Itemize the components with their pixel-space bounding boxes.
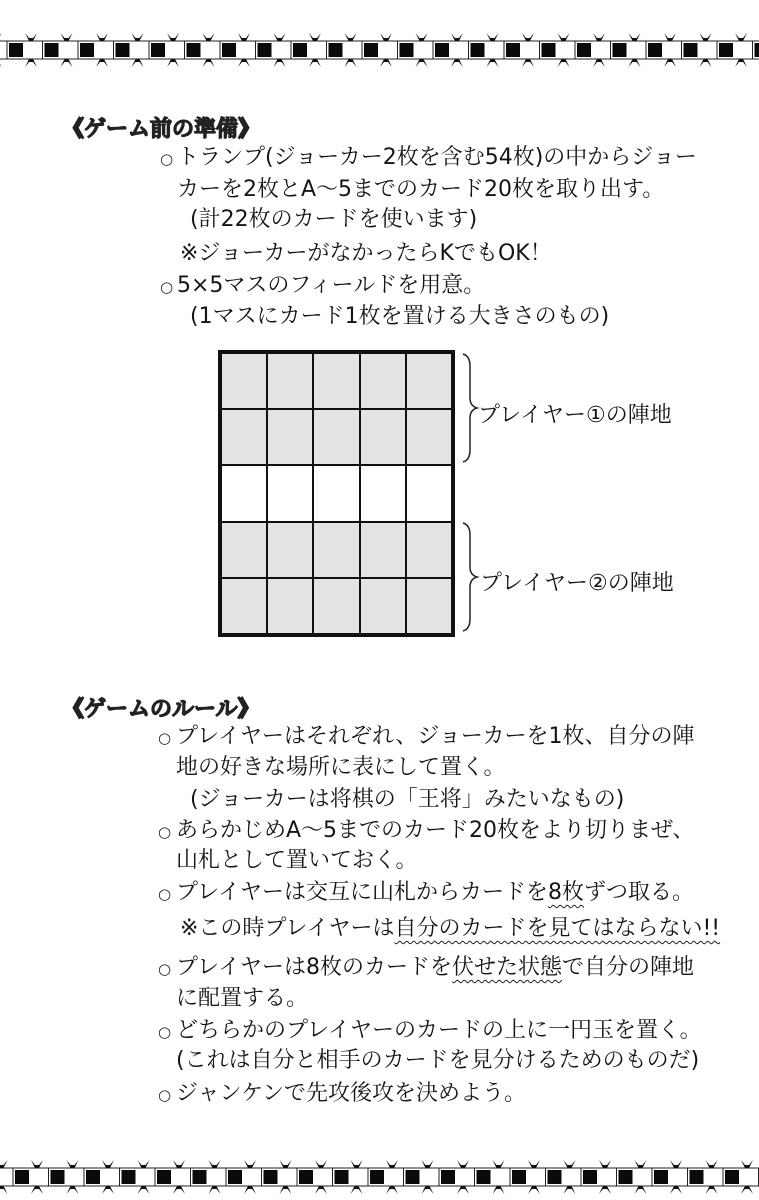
field-cell-p1: [314, 410, 358, 464]
rules-line-11: (これは自分と相手のカードを見分けるためのものだ): [176, 1048, 700, 1073]
field-cell-neutral: [314, 466, 358, 520]
field-cell-p1: [222, 410, 266, 464]
rules-line-7: [180, 918, 720, 940]
rules-line-2: 地の好きな場所に表にして置く。: [176, 755, 506, 780]
emphasis-eight-cards: 8枚: [548, 880, 585, 905]
rules-line-8-pre: プレイヤーは8枚のカードを: [176, 955, 453, 980]
bullet-icon: ○: [158, 823, 172, 841]
field-cell-p2: [314, 579, 358, 633]
emphasis-do-not-look: 自分のカードを見てはならない!!: [394, 916, 721, 941]
rules-line-1: プレイヤーはそれぞれ、ジョーカーを1枚、自分の陣: [176, 724, 695, 749]
field-cell-neutral: [407, 466, 451, 520]
top-decorative-border: [0, 33, 759, 67]
field-cell-p2: [407, 523, 451, 577]
player2-zone-label: プレイヤー②の陣地: [480, 571, 674, 596]
bottom-decorative-border: [0, 1160, 759, 1194]
rules-line-3: (ジョーカーは将棋の「王将」みたいなもの): [190, 787, 625, 812]
rules-line-5: 山札として置いておく。: [176, 848, 418, 873]
prep-line-6: (1マスにカード1枚を置ける大きさのもの): [190, 304, 610, 329]
bullet-icon: ○: [158, 885, 172, 903]
field-cell-p2: [222, 523, 266, 577]
rules-section-heading: 《ゲームのルール》: [62, 697, 260, 722]
field-cell-p2: [314, 523, 358, 577]
rules-line-8-post: で自分の陣地: [562, 955, 695, 980]
field-cell-p1: [361, 354, 405, 408]
rules-line-10: どちらかのプレイヤーのカードの上に一円玉を置く。: [176, 1018, 702, 1043]
brace-icon: [460, 352, 480, 464]
field-cell-p2: [222, 579, 266, 633]
brace-icon: [460, 521, 480, 633]
field-cell-p2: [407, 579, 451, 633]
rules-line-7-pre: ※この時プレイヤーは: [180, 916, 395, 941]
prep-section-heading: 《ゲーム前の準備》: [62, 117, 261, 142]
rules-line-6: [176, 882, 694, 904]
field-cell-neutral: [361, 466, 405, 520]
prep-line-1: トランプ(ジョーカー2枚を含む54枚)の中からジョー: [177, 145, 697, 170]
rules-line-6-post: ずつ取る。: [584, 880, 695, 905]
field-cell-p2: [268, 523, 312, 577]
field-cell-p2: [361, 579, 405, 633]
bullet-icon: ○: [160, 150, 174, 168]
field-cell-p1: [222, 354, 266, 408]
prep-line-2: カーを2枚とA～5までのカード20枚を取り出す。: [177, 177, 665, 202]
field-cell-p2: [361, 523, 405, 577]
field-cell-p1: [361, 410, 405, 464]
prep-line-5: 5×5マスのフィールドを用意。: [177, 273, 486, 298]
field-cell-neutral: [268, 466, 312, 520]
emphasis-face-down: 伏せた状態: [452, 955, 563, 980]
rules-line-9: に配置する。: [176, 986, 309, 1011]
border-pattern-icon: [0, 33, 759, 67]
prep-line-4: ※ジョーカーがなかったらKでもOK！: [180, 241, 552, 266]
rules-line-8: [176, 957, 694, 979]
rules-line-12: ジャンケンで先攻後攻を決めよう。: [176, 1081, 527, 1106]
field-cell-p2: [268, 579, 312, 633]
bullet-icon: ○: [158, 960, 172, 978]
prep-line-3: (計22枚のカードを使います): [190, 207, 478, 232]
player1-zone-label: プレイヤー①の陣地: [478, 403, 672, 428]
field-cell-neutral: [222, 466, 266, 520]
bullet-icon: ○: [160, 278, 174, 296]
rules-line-4: あらかじめA～5までのカード20枚をより切りまぜ、: [176, 818, 695, 843]
field-cell-p1: [268, 354, 312, 408]
border-pattern-icon: [0, 1160, 759, 1194]
rules-line-6-pre: プレイヤーは交互に山札からカードを: [176, 880, 549, 905]
bullet-icon: ○: [158, 1023, 172, 1041]
field-cell-p1: [407, 354, 451, 408]
field-cell-p1: [314, 354, 358, 408]
bullet-icon: ○: [158, 1086, 172, 1104]
field-grid-5x5: [218, 350, 455, 637]
field-cell-p1: [268, 410, 312, 464]
field-cell-p1: [407, 410, 451, 464]
bullet-icon: ○: [158, 729, 172, 747]
